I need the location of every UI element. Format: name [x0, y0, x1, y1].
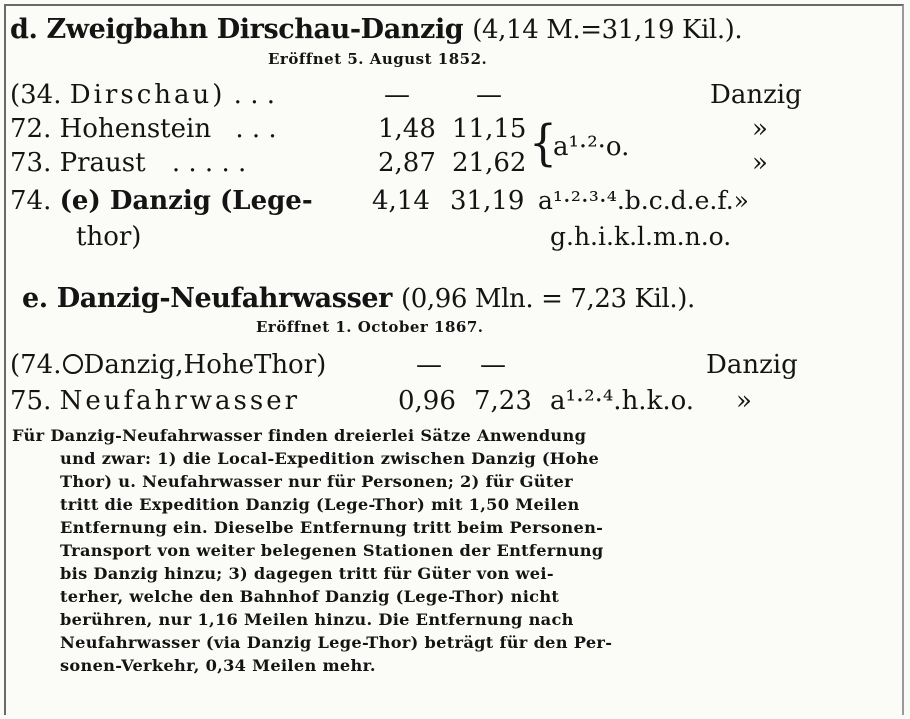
note-line-2: und zwar: 1) die Local-Expedition zwischen Danzig (Hohe — [60, 449, 600, 468]
row-e-74-col2: — — [480, 350, 506, 380]
leader-dots: . . . — [235, 114, 277, 144]
brace-mark: { — [529, 115, 557, 172]
row-e-75-dest: » — [736, 386, 752, 416]
station-name: Praust — [59, 148, 146, 178]
row-d-72-73-service: a¹·²·o. — [553, 132, 630, 162]
row-d-72 — [10, 114, 277, 144]
note-line-8: terher, welche den Bahnhof Danzig (Lege-Thor) nicht — [60, 587, 560, 606]
section-d-length: (4,14 M.=31,19 Kil.). — [472, 15, 743, 45]
row-d-34 — [10, 80, 275, 110]
note-line-9: berühren, nur 1,16 Meilen hinzu. Die Entfernung nach — [60, 610, 574, 629]
row-e-74-dest: Danzig — [706, 350, 798, 380]
row-d-34-col1: — — [384, 80, 410, 110]
row-d-73-col2: 21,62 — [452, 148, 527, 178]
row-e-75-service: a¹·²·⁴.h.k.o. — [550, 386, 695, 416]
row-e-75 — [10, 386, 300, 416]
row-d-72-col1: 1,48 — [378, 114, 436, 144]
leader-dots: . . . — [233, 80, 275, 110]
section-e-length: (0,96 Mln. = 7,23 Kil.). — [401, 284, 695, 314]
section-e-title: e. Danzig-Neufahrwasser — [22, 283, 392, 314]
row-e-75-col1: 0,96 — [398, 386, 456, 416]
row-d-74-cont: thor) — [76, 222, 142, 252]
row-number: 74. — [10, 186, 52, 216]
station-name: Hohenstein — [59, 114, 212, 144]
row-number: 75. — [10, 386, 52, 416]
station-name: Dirschau) — [69, 80, 226, 110]
station-name: (e) Danzig (Lege- — [59, 186, 313, 216]
row-d-72-col2: 11,15 — [452, 114, 527, 144]
note-line-4: tritt die Expedition Danzig (Lege-Thor) mit 1,50 Meilen — [60, 495, 580, 514]
row-number: 73. — [10, 148, 52, 178]
note-line-11: sonen-Verkehr, 0,34 Meilen mehr. — [60, 656, 376, 675]
row-e-74 — [10, 350, 326, 380]
section-d-heading — [10, 14, 742, 45]
station-name: Danzig,HoheThor) — [83, 350, 327, 380]
section-e-heading — [22, 283, 695, 314]
row-d-74-col1: 4,14 — [372, 186, 430, 216]
row-number: 72. — [10, 114, 52, 144]
station-name: Neufahrwasser — [59, 386, 301, 416]
note-line-3: Thor) u. Neufahrwasser nur für Personen; 2) für Güter — [60, 472, 573, 491]
row-d-73-col1: 2,87 — [378, 148, 436, 178]
note-line-7: bis Danzig hinzu; 3) dagegen tritt für Güter von wei- — [60, 564, 554, 583]
row-d-73 — [10, 148, 246, 178]
note-line-1: Für Danzig-Neufahrwasser finden dreierlei Sätze Anwendung — [12, 426, 587, 445]
section-d-title: d. Zweigbahn Dirschau-Danzig — [10, 14, 464, 45]
row-d-74-col2: 31,19 — [450, 186, 525, 216]
section-e-opened: Eröffnet 1. October 1867. — [256, 318, 484, 336]
leader-dots: . . . . . — [171, 148, 247, 178]
note-line-10: Neufahrwasser (via Danzig Lege-Thor) beträgt für den Per- — [60, 633, 613, 652]
section-d-opened: Eröffnet 5. August 1852. — [268, 50, 488, 68]
row-e-75-col2: 7,23 — [474, 386, 532, 416]
note-line-5: Entfernung ein. Dieselbe Entfernung tritt beim Personen- — [60, 518, 604, 537]
row-number: (34. — [10, 80, 62, 110]
row-d-72-dest: » — [752, 114, 768, 144]
circle-symbol-icon — [63, 354, 83, 374]
row-d-74-service: a¹·²·³·⁴.b.c.d.e.f.» — [538, 186, 749, 215]
row-number: (74. — [10, 350, 62, 380]
note-line-6: Transport von weiter belegenen Stationen der Entfernung — [60, 541, 604, 560]
row-d-74 — [10, 186, 313, 216]
row-e-74-col1: — — [416, 350, 442, 380]
row-d-34-dest: Danzig — [710, 80, 802, 110]
row-d-73-dest: » — [752, 148, 768, 178]
row-d-74-service-cont: g.h.i.k.l.m.n.o. — [550, 222, 732, 251]
row-d-34-col2: — — [476, 80, 502, 110]
